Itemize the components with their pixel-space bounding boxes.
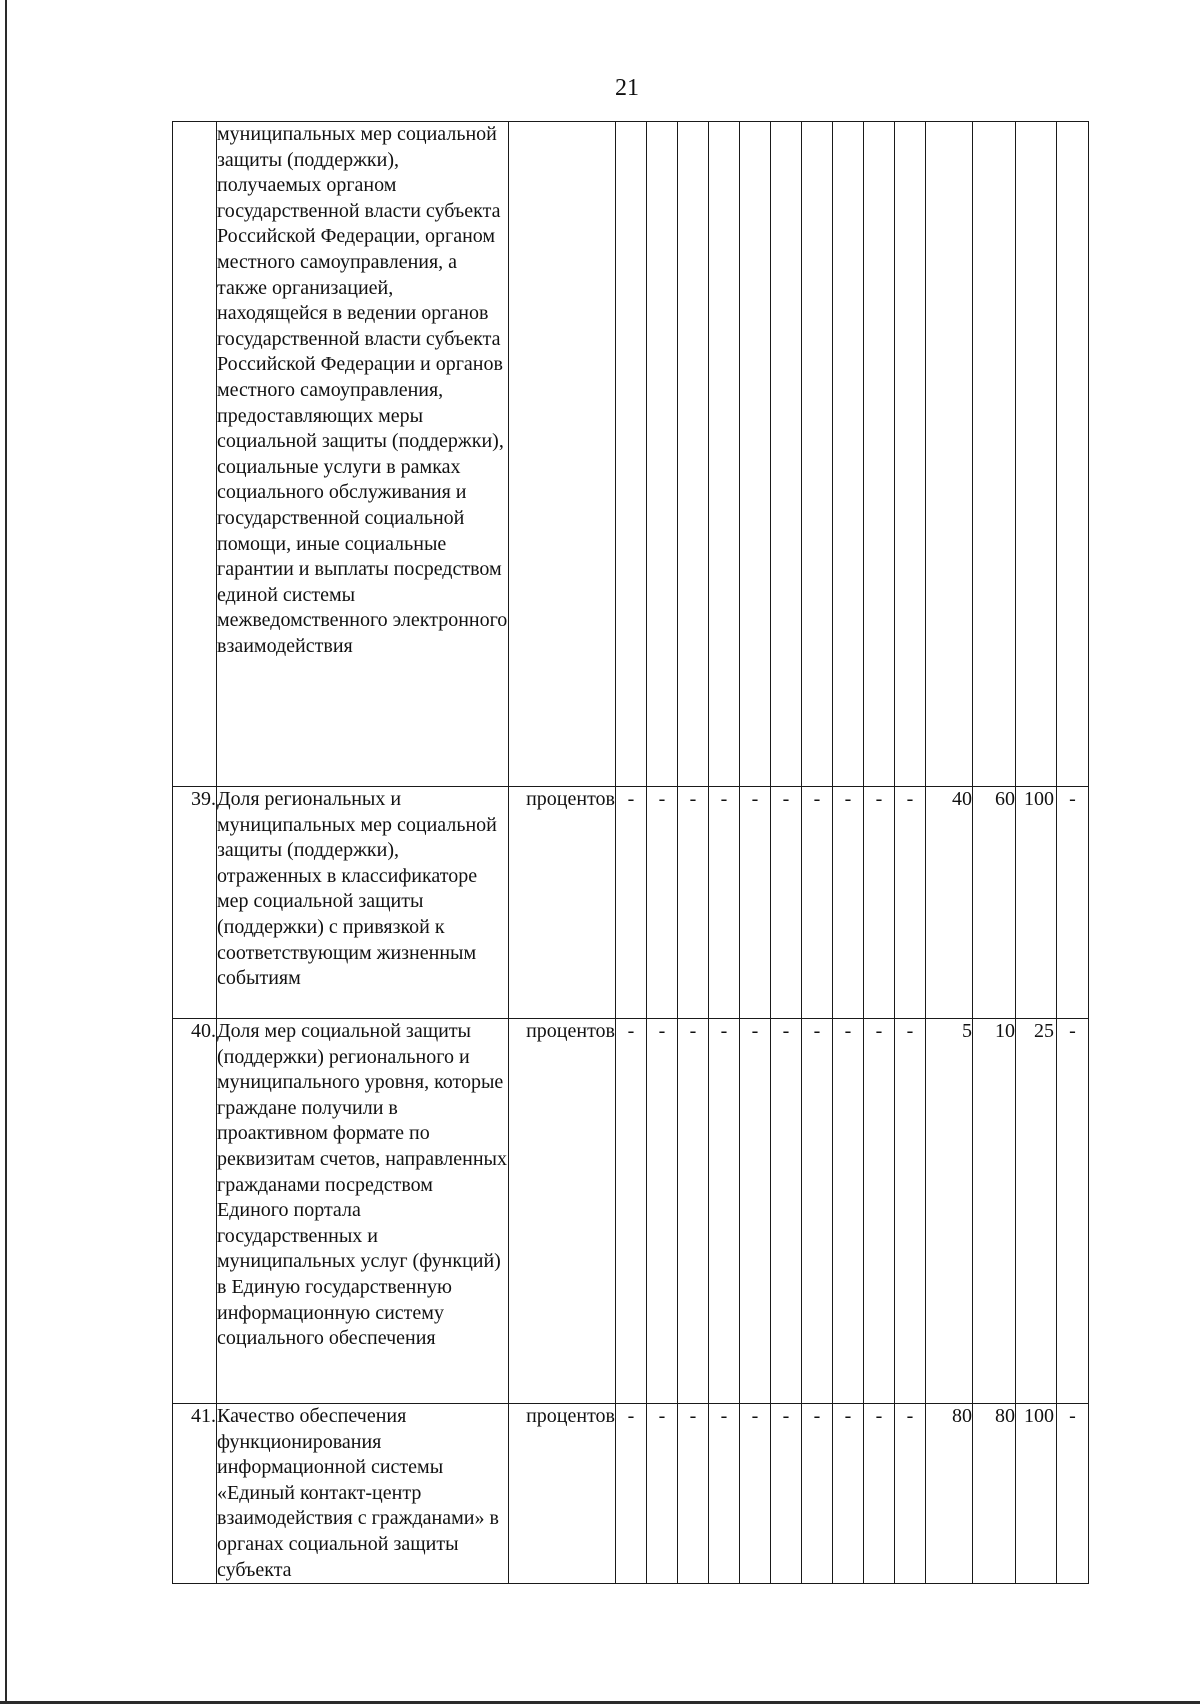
dash-cell: - [647, 1019, 678, 1404]
row-number: 41. [173, 1404, 217, 1584]
dash-cell [678, 122, 709, 787]
scan-left-edge [5, 0, 7, 1704]
dash-cell: - [678, 787, 709, 1019]
value-cell-2: 10 [973, 1019, 1016, 1404]
value-cell-1: 5 [926, 1019, 973, 1404]
value-cell-1: 40 [926, 787, 973, 1019]
dash-cell: - [833, 1019, 864, 1404]
indicator-name: Качество обеспечения функционирования информационной системы «Единый контакт-центр взаимодействия с гражданами» в органах социальной защиты субъекта [217, 1404, 509, 1584]
dash-cell: - [895, 787, 926, 1019]
value-cell-4: - [1057, 787, 1089, 1019]
unit-cell: процентов [509, 1404, 616, 1584]
dash-cell: - [895, 1404, 926, 1584]
dash-cell [864, 122, 895, 787]
dash-cell: - [771, 1019, 802, 1404]
dash-cell: - [771, 787, 802, 1019]
dash-cell: - [709, 1019, 740, 1404]
dash-cell [895, 122, 926, 787]
table-row [173, 787, 1089, 1019]
dash-cell: - [802, 1404, 833, 1584]
dash-cell: - [740, 1404, 771, 1584]
dash-cell [833, 122, 864, 787]
indicator-name: муниципальных мер социальной защиты (поддержки), получаемых органом государственной власти субъекта Российской Федерации, органом местного самоуправления, а также организацией, находящейся в ведении органов государственной власти субъекта Российской Федерации и органов местного самоуправления, предоставляющих меры социальной защиты (поддержки), социальные услуги в рамках социального обслуживания и государственной социальной помощи, иные социальные гарантии и выплаты посредством единой системы межведомственного электронного взаимодействия [217, 122, 509, 787]
dash-cell: - [740, 787, 771, 1019]
dash-cell [771, 122, 802, 787]
dash-cell: - [678, 1019, 709, 1404]
value-cell-4: - [1057, 1019, 1089, 1404]
dash-cell: - [895, 1019, 926, 1404]
dash-cell [740, 122, 771, 787]
dash-cell: - [802, 1019, 833, 1404]
dash-cell: - [616, 1019, 647, 1404]
value-cell-1 [926, 122, 973, 787]
dash-cell: - [740, 1019, 771, 1404]
dash-cell: - [833, 787, 864, 1019]
dash-cell: - [864, 1019, 895, 1404]
dash-cell: - [833, 1404, 864, 1584]
indicator-name: Доля региональных и муниципальных мер социальной защиты (поддержки), отраженных в классификаторе мер социальной защиты (поддержки) с привязкой к соответствующим жизненным событиям [217, 787, 509, 1019]
unit-cell [509, 122, 616, 787]
dash-cell: - [616, 1404, 647, 1584]
unit-cell: процентов [509, 787, 616, 1019]
indicator-name: Доля мер социальной защиты (поддержки) регионального и муниципального уровня, которые граждане получили в проактивном формате по реквизитам счетов, направленных гражданами посредством Единого портала государственных и муниципальных услуг (функций) в Единую государственную информационную систему социального обеспечения [217, 1019, 509, 1404]
dash-cell: - [709, 787, 740, 1019]
dash-cell: - [771, 1404, 802, 1584]
row-number: 40. [173, 1019, 217, 1404]
value-cell-4: - [1057, 1404, 1089, 1584]
row-number: 39. [173, 787, 217, 1019]
indicators-table [172, 121, 1089, 1584]
value-cell-1: 80 [926, 1404, 973, 1584]
value-cell-2: 80 [973, 1404, 1016, 1584]
dash-cell [616, 122, 647, 787]
dash-cell: - [647, 1404, 678, 1584]
dash-cell: - [678, 1404, 709, 1584]
table-row [173, 122, 1089, 787]
dash-cell [802, 122, 833, 787]
value-cell-3: 100 [1016, 787, 1057, 1019]
value-cell-2: 60 [973, 787, 1016, 1019]
value-cell-2 [973, 122, 1016, 787]
dash-cell: - [616, 787, 647, 1019]
table-row [173, 1404, 1089, 1584]
table-row [173, 1019, 1089, 1404]
value-cell-3: 25 [1016, 1019, 1057, 1404]
unit-cell: процентов [509, 1019, 616, 1404]
row-number [173, 122, 217, 787]
value-cell-3: 100 [1016, 1404, 1057, 1584]
dash-cell: - [802, 787, 833, 1019]
dash-cell [709, 122, 740, 787]
value-cell-3 [1016, 122, 1057, 787]
dash-cell: - [864, 787, 895, 1019]
value-cell-4 [1057, 122, 1089, 787]
page-number: 21 [615, 75, 639, 101]
dash-cell: - [647, 787, 678, 1019]
dash-cell [647, 122, 678, 787]
dash-cell: - [709, 1404, 740, 1584]
dash-cell: - [864, 1404, 895, 1584]
